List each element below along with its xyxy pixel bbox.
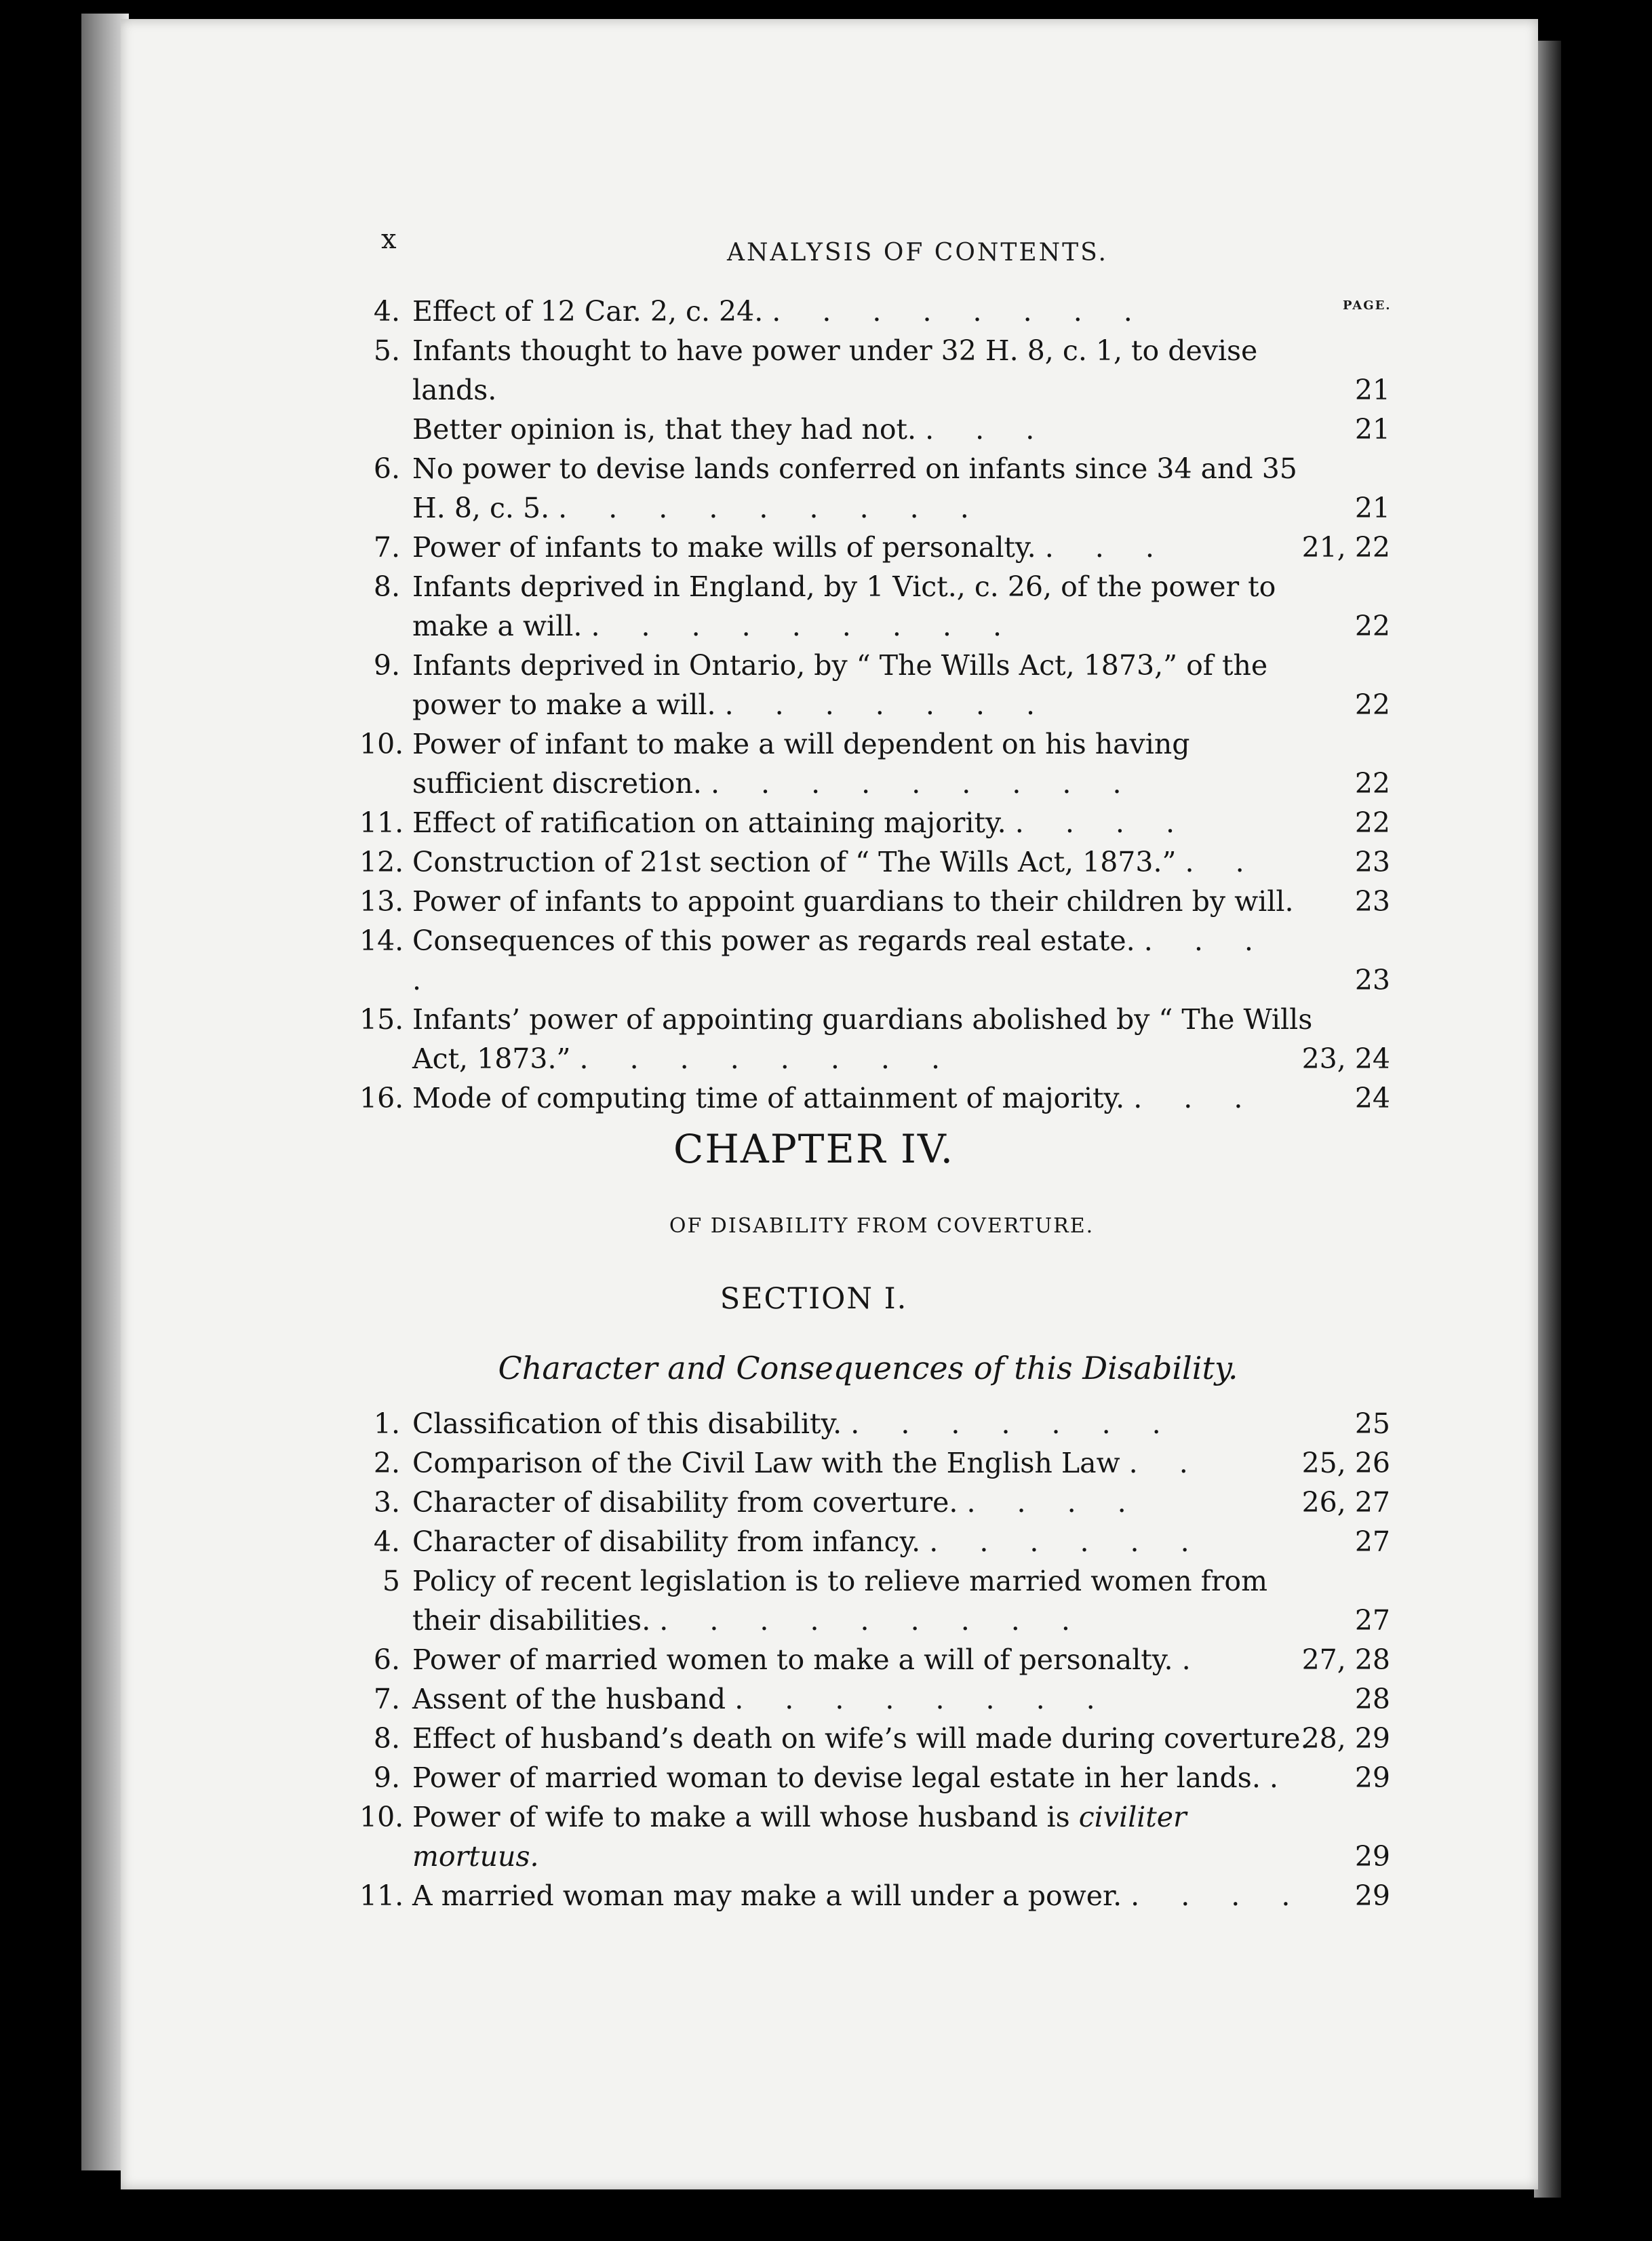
toc-entry-text — [412, 1522, 1316, 1561]
page-stack-right-edge — [1534, 41, 1561, 2198]
toc-entry-number: 7. — [373, 531, 400, 564]
toc-entry-page: 27 — [1354, 1604, 1390, 1637]
toc-entry-text — [412, 842, 1316, 882]
toc-leader-dots: . . . . — [1015, 806, 1191, 839]
toc-entry-title: No power to devise lands conferred on infants since 34 and 35 H. 8, c. 5. — [412, 452, 1297, 524]
toc-leader-dots: . . . . . . . . . — [710, 767, 1138, 800]
chapter-subtitle: OF DISABILITY FROM COVERTURE. — [669, 1214, 1095, 1238]
toc-entry-title: Power of infants to make wills of personalty. — [412, 531, 1036, 564]
toc-entry-number: 1. — [373, 1407, 400, 1440]
toc-entry-number: 6. — [373, 1643, 400, 1676]
toc-entry-number: 15. — [359, 1003, 404, 1036]
toc-entry-text — [412, 882, 1316, 921]
toc-entry-page: 27 — [1354, 1525, 1390, 1558]
toc-entry-text — [412, 1000, 1316, 1078]
toc-entry-page: 29 — [1354, 1761, 1390, 1794]
toc-entry-title: Assent of the husband — [412, 1683, 726, 1715]
toc-entry-title: Infants’ power of appointing guardians abolished by “ The Wills Act, 1873.” — [412, 1003, 1313, 1075]
toc-entry-title: Power of infants to appoint guardians to their children by will. — [412, 885, 1294, 918]
toc-leader-dots: . . . . . . . . . — [659, 1604, 1086, 1637]
toc-leader-dots: . . . . . . . . — [734, 1683, 1112, 1715]
toc-entry-title: Infants deprived in Ontario, by “ The Wills Act, 1873,” of the power to make a will. — [412, 649, 1268, 721]
toc-entry-page: 21 — [1354, 413, 1390, 446]
toc-entry — [359, 1679, 1390, 1719]
toc-entry-text — [412, 1758, 1316, 1797]
toc-entry-number: 12. — [359, 846, 404, 878]
toc-entry-title: Power of married women to make a will of personalty. — [412, 1643, 1173, 1676]
toc-entry — [359, 803, 1390, 842]
toc-leader-dots: . . . . . . . . — [579, 1042, 956, 1075]
toc-entry-page: 23 — [1354, 964, 1390, 996]
toc-entry-number: 9. — [373, 649, 400, 682]
section-heading: SECTION I. — [720, 1282, 908, 1316]
toc-entry-title: Classification of this disability. — [412, 1407, 842, 1440]
toc-entry-title: Effect of ratification on attaining majority. — [412, 806, 1006, 839]
toc-list-part1 — [359, 292, 1390, 1118]
toc-entry-number: 14. — [359, 924, 404, 957]
toc-entry — [359, 1522, 1390, 1561]
toc-entry-page: 23 — [1354, 885, 1390, 918]
toc-entry-text — [412, 528, 1316, 567]
toc-entry-title: Infants thought to have power under 32 H. 8, c. 1, to devise lands. — [412, 334, 1258, 406]
toc-entry-title: Power of wife to make a will whose husband is — [412, 1801, 1070, 1833]
toc-entry — [359, 1758, 1390, 1797]
toc-entry-text — [412, 1483, 1316, 1522]
toc-entry-page: 21 — [1354, 374, 1390, 406]
toc-entry — [359, 331, 1390, 410]
section-title: Character and Consequences of this Disability. — [498, 1350, 1238, 1386]
toc-entry-number: 5 — [382, 1565, 400, 1597]
toc-leader-dots: . . . . — [966, 1486, 1143, 1519]
toc-entry-title: Power of married woman to devise legal estate in her lands. — [412, 1761, 1261, 1794]
toc-entry-text — [412, 1404, 1316, 1443]
toc-entry-page: 29 — [1354, 1840, 1390, 1873]
toc-entry-page: 29 — [1354, 1879, 1390, 1912]
toc-entry-number: 11. — [359, 1879, 404, 1912]
toc-entry — [359, 1443, 1390, 1483]
toc-entry-number: 8. — [373, 570, 400, 603]
toc-entry-text — [412, 292, 1316, 331]
toc-entry — [359, 1404, 1390, 1443]
toc-entry-text — [412, 1640, 1316, 1679]
toc-entry-number: 10. — [359, 728, 404, 760]
toc-entry-text — [412, 1876, 1316, 1915]
toc-entry-text — [412, 803, 1316, 842]
toc-entry-text — [412, 567, 1316, 646]
toc-entry — [359, 842, 1390, 882]
toc-entry — [359, 567, 1390, 646]
toc-entry-page: 24 — [1354, 1082, 1390, 1114]
toc-entry-number: 10. — [359, 1801, 404, 1833]
toc-entry-title: Construction of 21st section of “ The Wills Act, 1873.” — [412, 846, 1177, 878]
toc-entry-number: 9. — [373, 1761, 400, 1794]
toc-entry-text — [412, 1078, 1316, 1118]
toc-entry — [359, 292, 1390, 331]
toc-entry-title: Mode of computing time of attainment of majority. — [412, 1082, 1125, 1114]
toc-leader-dots: . — [1269, 1761, 1295, 1794]
toc-entry-page: 23, 24 — [1301, 1042, 1390, 1075]
toc-leader-dots: . . . . . . . . . — [591, 610, 1019, 642]
toc-entry — [359, 1000, 1390, 1078]
toc-entry-number: 5. — [373, 334, 400, 367]
toc-entry — [359, 410, 1390, 449]
toc-entry-page: 25 — [1354, 1407, 1390, 1440]
toc-entry-number: 16. — [359, 1082, 404, 1114]
toc-entry-title: Character of disability from infancy. — [412, 1525, 921, 1558]
toc-entry-page: 21 — [1354, 492, 1390, 524]
toc-entry-italic: civiliter mortuus. — [412, 1801, 1187, 1873]
toc-entry — [359, 646, 1390, 724]
toc-leader-dots: . . . — [1133, 1082, 1259, 1114]
toc-entry-page: 22 — [1354, 688, 1390, 721]
toc-entry — [359, 528, 1390, 567]
toc-leader-dots: . . . . . . . — [850, 1407, 1177, 1440]
chapter-heading: CHAPTER IV. — [673, 1126, 955, 1172]
toc-entry-page: 28 — [1354, 1683, 1390, 1715]
toc-entry-text — [412, 921, 1316, 1000]
toc-entry — [359, 724, 1390, 803]
toc-entry-number: 11. — [359, 806, 404, 839]
toc-entry-page: 22 — [1354, 767, 1390, 800]
toc-entry — [359, 449, 1390, 528]
toc-entry-page: 26, 27 — [1301, 1486, 1390, 1519]
toc-entry-title: Character of disability from coverture. — [412, 1486, 958, 1519]
toc-entry-text — [412, 1443, 1316, 1483]
toc-entry-page: 25, 26 — [1301, 1447, 1390, 1479]
header-title: ANALYSIS OF CONTENTS. — [727, 239, 1108, 267]
toc-entry-title: Comparison of the Civil Law with the English Law — [412, 1447, 1120, 1479]
toc-entry-title: Policy of recent legislation is to relieve married women from their disabilities. — [412, 1565, 1267, 1637]
toc-entry-title: Infants deprived in England, by 1 Vict., c. 26, of the power to make a will. — [412, 570, 1276, 642]
toc-list-part2 — [359, 1404, 1390, 1915]
toc-entry-number: 7. — [373, 1683, 400, 1715]
toc-leader-dots: . . . — [925, 413, 1051, 446]
toc-entry-title: A married woman may make a will under a power. — [412, 1879, 1122, 1912]
toc-entry-page: 27, 28 — [1301, 1643, 1390, 1676]
toc-entry-text — [412, 1679, 1316, 1719]
toc-entry-number: 4. — [373, 1525, 400, 1558]
toc-entry-text — [412, 1719, 1316, 1758]
toc-entry-text — [412, 646, 1316, 724]
toc-entry-number: 4. — [373, 295, 400, 328]
toc-entry — [359, 921, 1390, 1000]
page-column-label: PAGE. — [1343, 298, 1392, 313]
toc-entry-title: Effect of husband’s death on wife’s will made during coverture. — [412, 1722, 1310, 1755]
toc-entry-text — [412, 410, 1316, 449]
toc-entry-number: 13. — [359, 885, 404, 918]
toc-leader-dots: . . . . . . . . — [772, 295, 1149, 328]
toc-entry-page: 28, 29 — [1301, 1722, 1390, 1755]
toc-entry — [359, 1797, 1390, 1876]
toc-entry-page: 22 — [1354, 806, 1390, 839]
toc-entry-title: Consequences of this power as regards real estate. — [412, 924, 1135, 957]
toc-entry — [359, 1876, 1390, 1915]
toc-entry — [359, 882, 1390, 921]
toc-entry-title: Power of infant to make a will dependent on his having sufficient discretion. — [412, 728, 1190, 800]
toc-leader-dots: . . . . — [1130, 1879, 1307, 1912]
running-header — [266, 224, 1364, 271]
toc-leader-dots: . . . — [1044, 531, 1171, 564]
toc-entry-number: 2. — [373, 1447, 400, 1479]
toc-leader-dots: . . . . . . — [929, 1525, 1206, 1558]
toc-entry — [359, 1483, 1390, 1522]
toc-leader-dots: . . . . . . . . . — [558, 492, 985, 524]
toc-entry-text — [412, 449, 1316, 528]
toc-entry-number: 6. — [373, 452, 400, 485]
toc-entry — [359, 1640, 1390, 1679]
toc-entry-number: 3. — [373, 1486, 400, 1519]
toc-leader-dots: . . . . — [412, 924, 1270, 996]
toc-entry-title: Effect of 12 Car. 2, c. 24. — [412, 295, 764, 328]
toc-leader-dots: . . — [1185, 846, 1261, 878]
page-number: x — [381, 224, 399, 255]
toc-leader-dots: . . — [1128, 1447, 1204, 1479]
toc-leader-dots: . . . . . . . — [724, 688, 1052, 721]
toc-entry-text — [412, 1797, 1316, 1876]
toc-entry-number: 8. — [373, 1722, 400, 1755]
toc-leader-dots: . — [1181, 1643, 1207, 1676]
toc-entry — [359, 1719, 1390, 1758]
toc-entry-page: 21, 22 — [1301, 531, 1390, 564]
toc-entry — [359, 1078, 1390, 1118]
toc-entry — [359, 1561, 1390, 1640]
toc-entry-title: Better opinion is, that they had not. — [412, 413, 917, 446]
toc-entry-page: 23 — [1354, 846, 1390, 878]
toc-entry-text — [412, 1561, 1316, 1640]
toc-entry-text — [412, 724, 1316, 803]
toc-entry-page: 22 — [1354, 610, 1390, 642]
toc-entry-text — [412, 331, 1316, 410]
